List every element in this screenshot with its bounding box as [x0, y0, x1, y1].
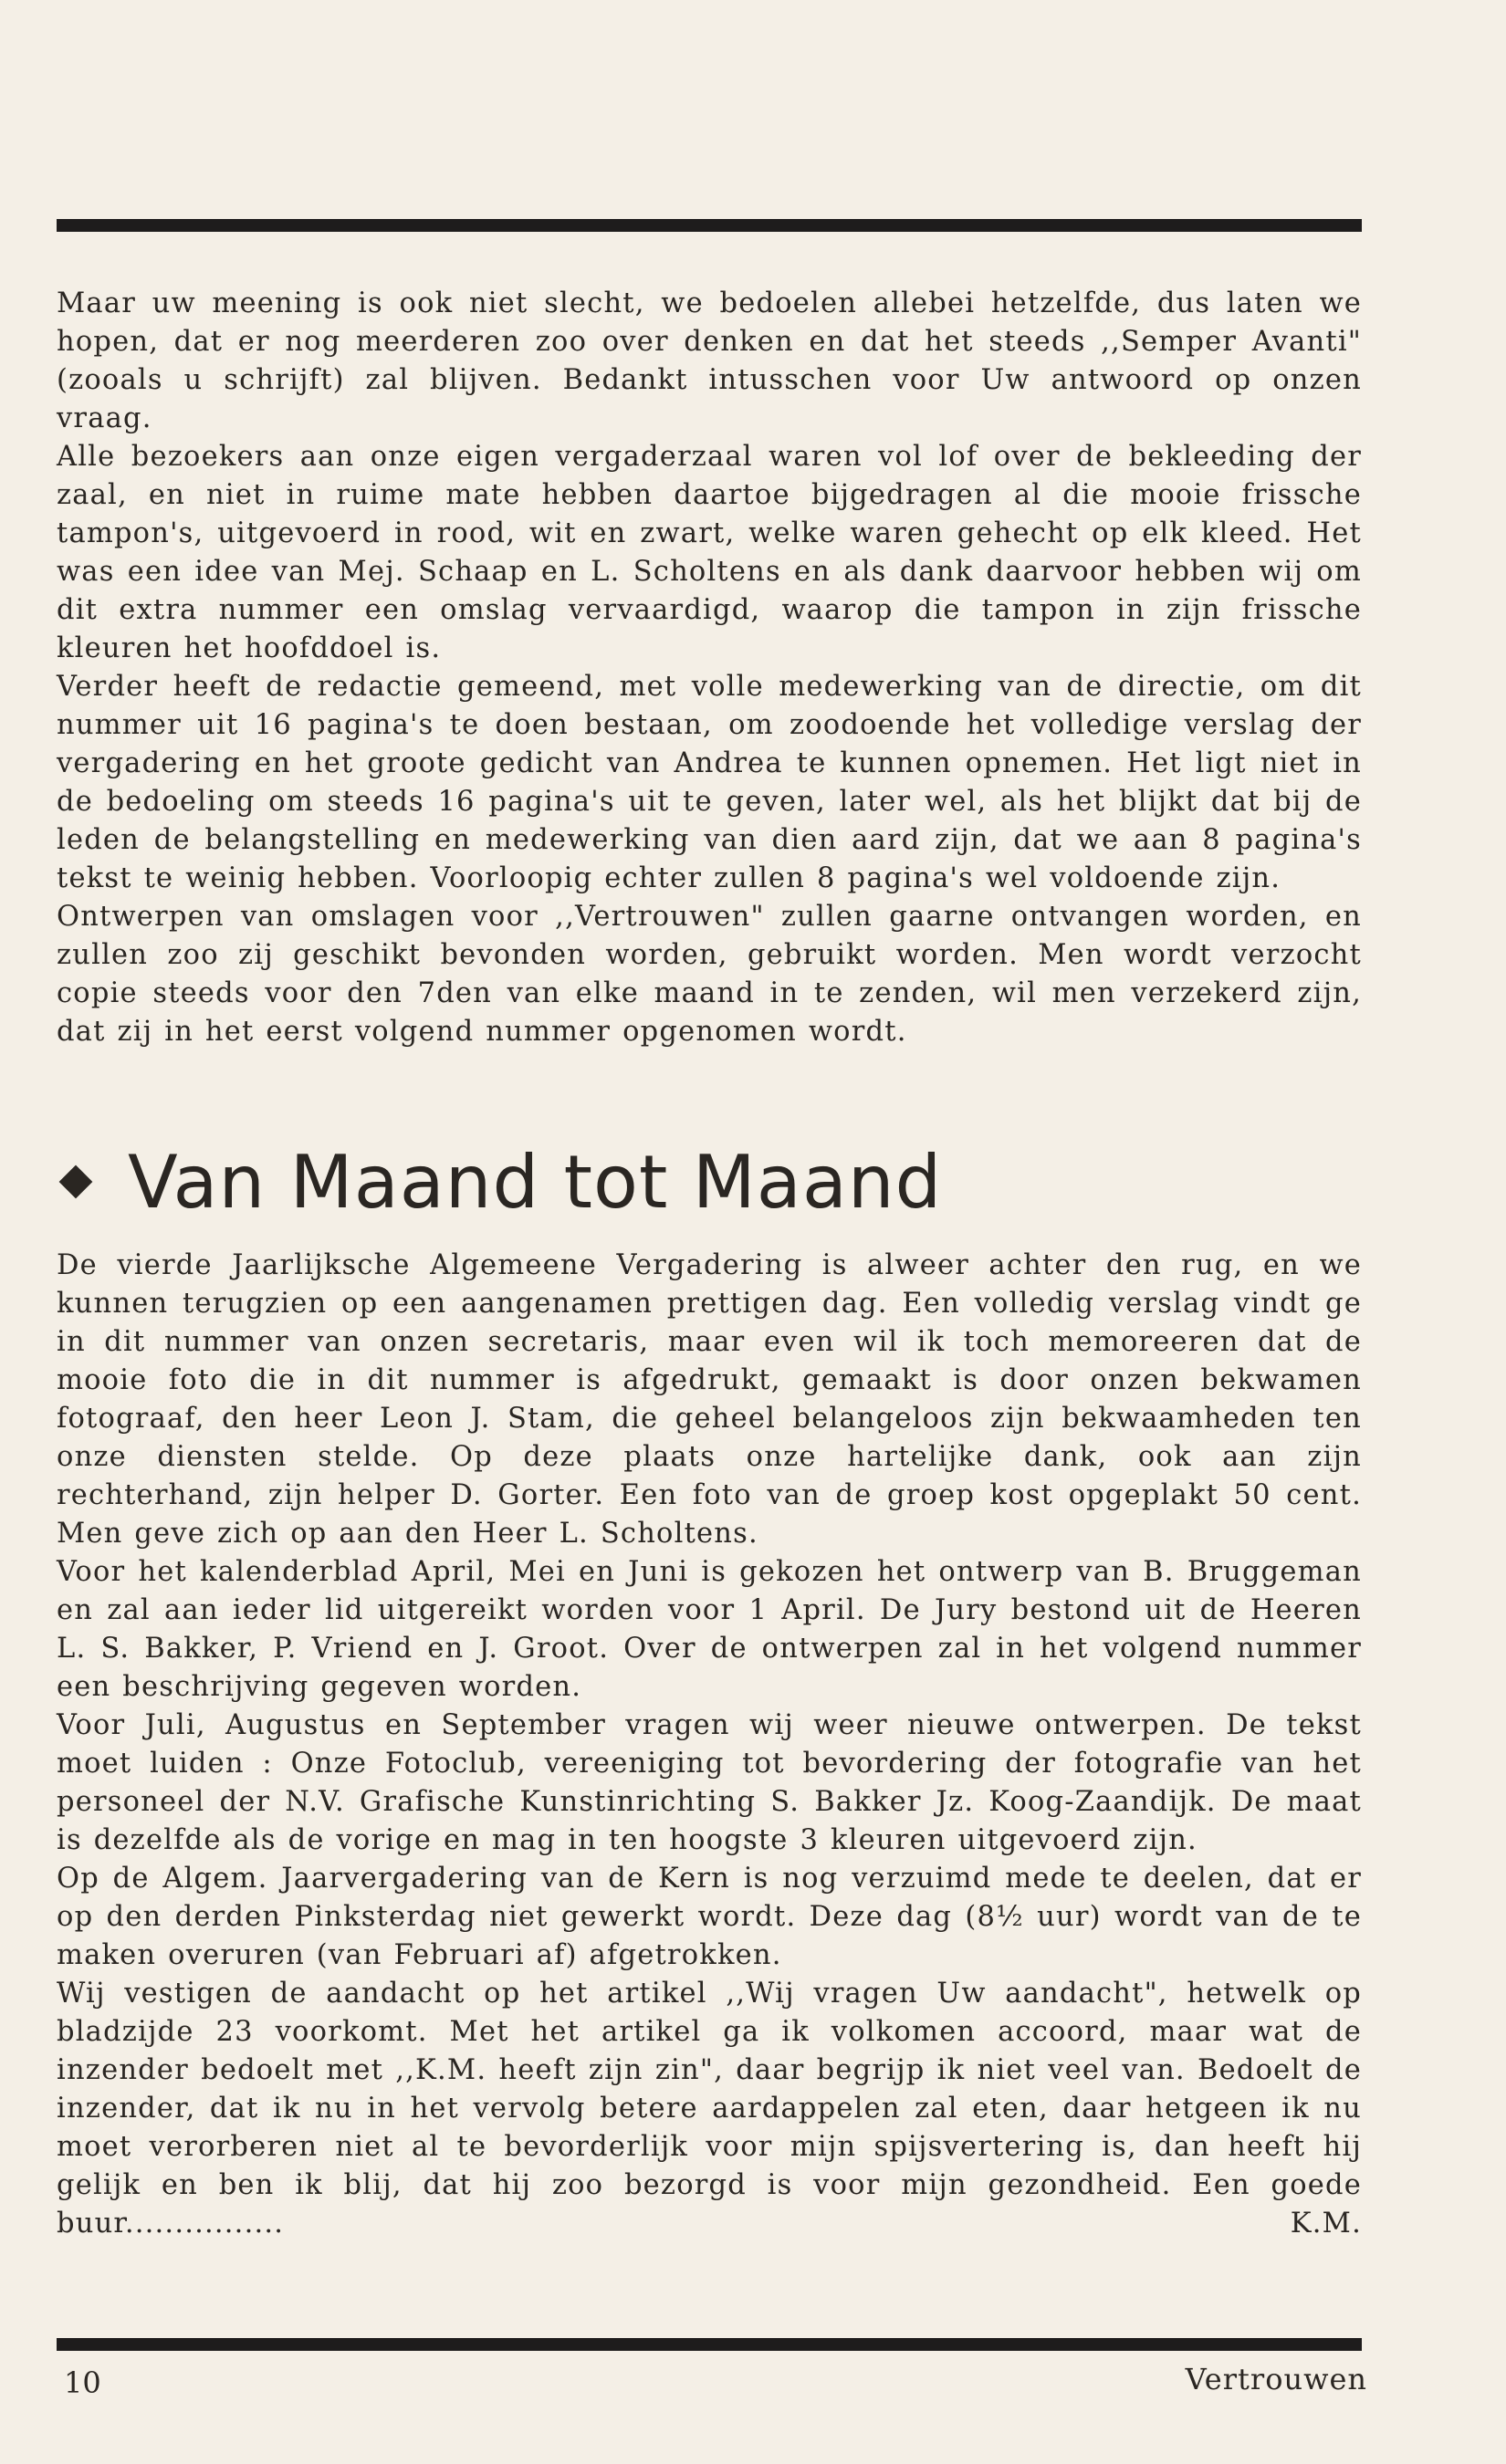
- section-text: [57, 1247, 1362, 2243]
- intro-text: [57, 285, 1362, 1051]
- signature: K.M.: [1290, 2208, 1362, 2240]
- top-rule: [57, 219, 1362, 232]
- bottom-rule: [57, 2338, 1362, 2351]
- publication-title: Vertrouwen: [1185, 2362, 1367, 2396]
- paragraph: Voor het kalenderblad April, Mei en Juni is gekozen het ontwerp van B. Bruggeman en zal aan ieder lid uitgereikt worden voor 1 April. De Jury bestond uit de Heeren L. S. Bakker, P. Vriend en J. Groot. Over de ontwerpen zal in het volgend nummer een beschrijving gegeven worden.: [57, 1556, 1362, 1703]
- diamond-bullet-icon: [59, 1165, 93, 1199]
- paragraph: Ontwerpen van omslagen voor ,,Vertrouwen" zullen gaarne ontvangen worden, en zullen zoo zij geschikt bevonden worden, gebruikt worden. Men wordt verzocht copie steeds voor den 7den van elke maand in te zenden, wil men verzekerd zijn, dat zij in het eerst volgend nummer opgenomen wordt.: [57, 901, 1362, 1048]
- paragraph: Voor Juli, Augustus en September vragen wij weer nieuwe ontwerpen. De tekst moet luiden : Onze Fotoclub, vereeniging tot bevordering der fotografie van het personeel der N.V. Grafische Kunstinrichting S. Bakker Jz. Koog-Zaandijk. De maat is dezelfde als de vorige en mag in ten hoogste 3 kleuren uitgevoerd zijn.: [57, 1709, 1362, 1856]
- section-heading: [57, 1141, 942, 1223]
- paragraph: De vierde Jaarlijksche Algemeene Vergadering is alweer achter den rug, en we kunnen terugzien op een aangenamen prettigen dag. Een volledig verslag vindt ge in dit nummer van onzen secretaris, maar even wil ik toch memoreeren dat de mooie foto die in dit nummer is afgedrukt, gemaakt is door onzen bekwamen fotograaf, den heer Leon J. Stam, die geheel belangeloos zijn bekwaamheden ten onze diensten stelde. Op deze plaats onze hartelijke dank, ook aan zijn rechterhand, zijn helper D. Gorter. Een foto van de groep kost opgeplakt 50 cent. Men geve zich op aan den Heer L. Scholtens.: [57, 1249, 1362, 1550]
- paragraph: Wij vestigen de aandacht op het artikel ,,Wij vragen Uw aandacht", hetwelk op bladzijde 23 voorkomt. Met het artikel ga ik volkomen accoord, maar wat de inzender bedoelt met ,,K.M. heeft zijn zin", daar begrijp ik niet veel van. Bedoelt de inzender, dat ik nu in het vervolg betere aardappelen zal eten, daar hetgeen ik nu moet verorberen niet al te bevorderlijk voor mijn spijsvertering is, dan heeft hij gelijk en ben ik blij, dat hij zoo bezorgd is voor mijn gezondheid. Een goede buur................: [57, 1978, 1362, 2240]
- page-number: 10: [64, 2365, 101, 2400]
- section-title: Van Maand tot Maand: [128, 1139, 943, 1225]
- paragraph-last: [57, 1975, 1362, 2243]
- paragraph: Op de Algem. Jaarvergadering van de Kern is nog verzuimd mede te deelen, dat er op den derden Pinksterdag niet gewerkt wordt. Deze dag (8½ uur) wordt van de te maken overuren (van Februari af) afgetrokken.: [57, 1863, 1362, 1971]
- paragraph: Verder heeft de redactie gemeend, met volle medewerking van de directie, om dit nummer uit 16 pagina's te doen bestaan, om zoodoende het volledige verslag der vergadering en het groote gedicht van Andrea te kunnen opnemen. Het ligt niet in de bedoeling om steeds 16 pagina's uit te geven, later wel, als het blijkt dat bij de leden de belangstelling en medewerking van dien aard zijn, dat we aan 8 pagina's tekst te weinig hebben. Voorloopig echter zullen 8 pagina's wel voldoende zijn.: [57, 671, 1362, 894]
- paragraph: Alle bezoekers aan onze eigen vergaderzaal waren vol lof over de bekleeding der zaal, en niet in ruime mate hebben daartoe bijgedragen al die mooie frissche tampon's, uitgevoerd in rood, wit en zwart, welke waren gehecht op elk kleed. Het was een idee van Mej. Schaap en L. Scholtens en als dank daarvoor hebben wij om dit extra nummer een omslag vervaardigd, waarop die tampon in zijn frissche kleuren het hoofddoel is.: [57, 441, 1362, 664]
- paragraph: Maar uw meening is ook niet slecht, we bedoelen allebei hetzelfde, dus laten we hopen, dat er nog meerderen zoo over denken en dat het steeds ,,Semper Avanti" (zooals u schrijft) zal blijven. Bedankt intusschen voor Uw antwoord op onzen vraag.: [57, 287, 1362, 434]
